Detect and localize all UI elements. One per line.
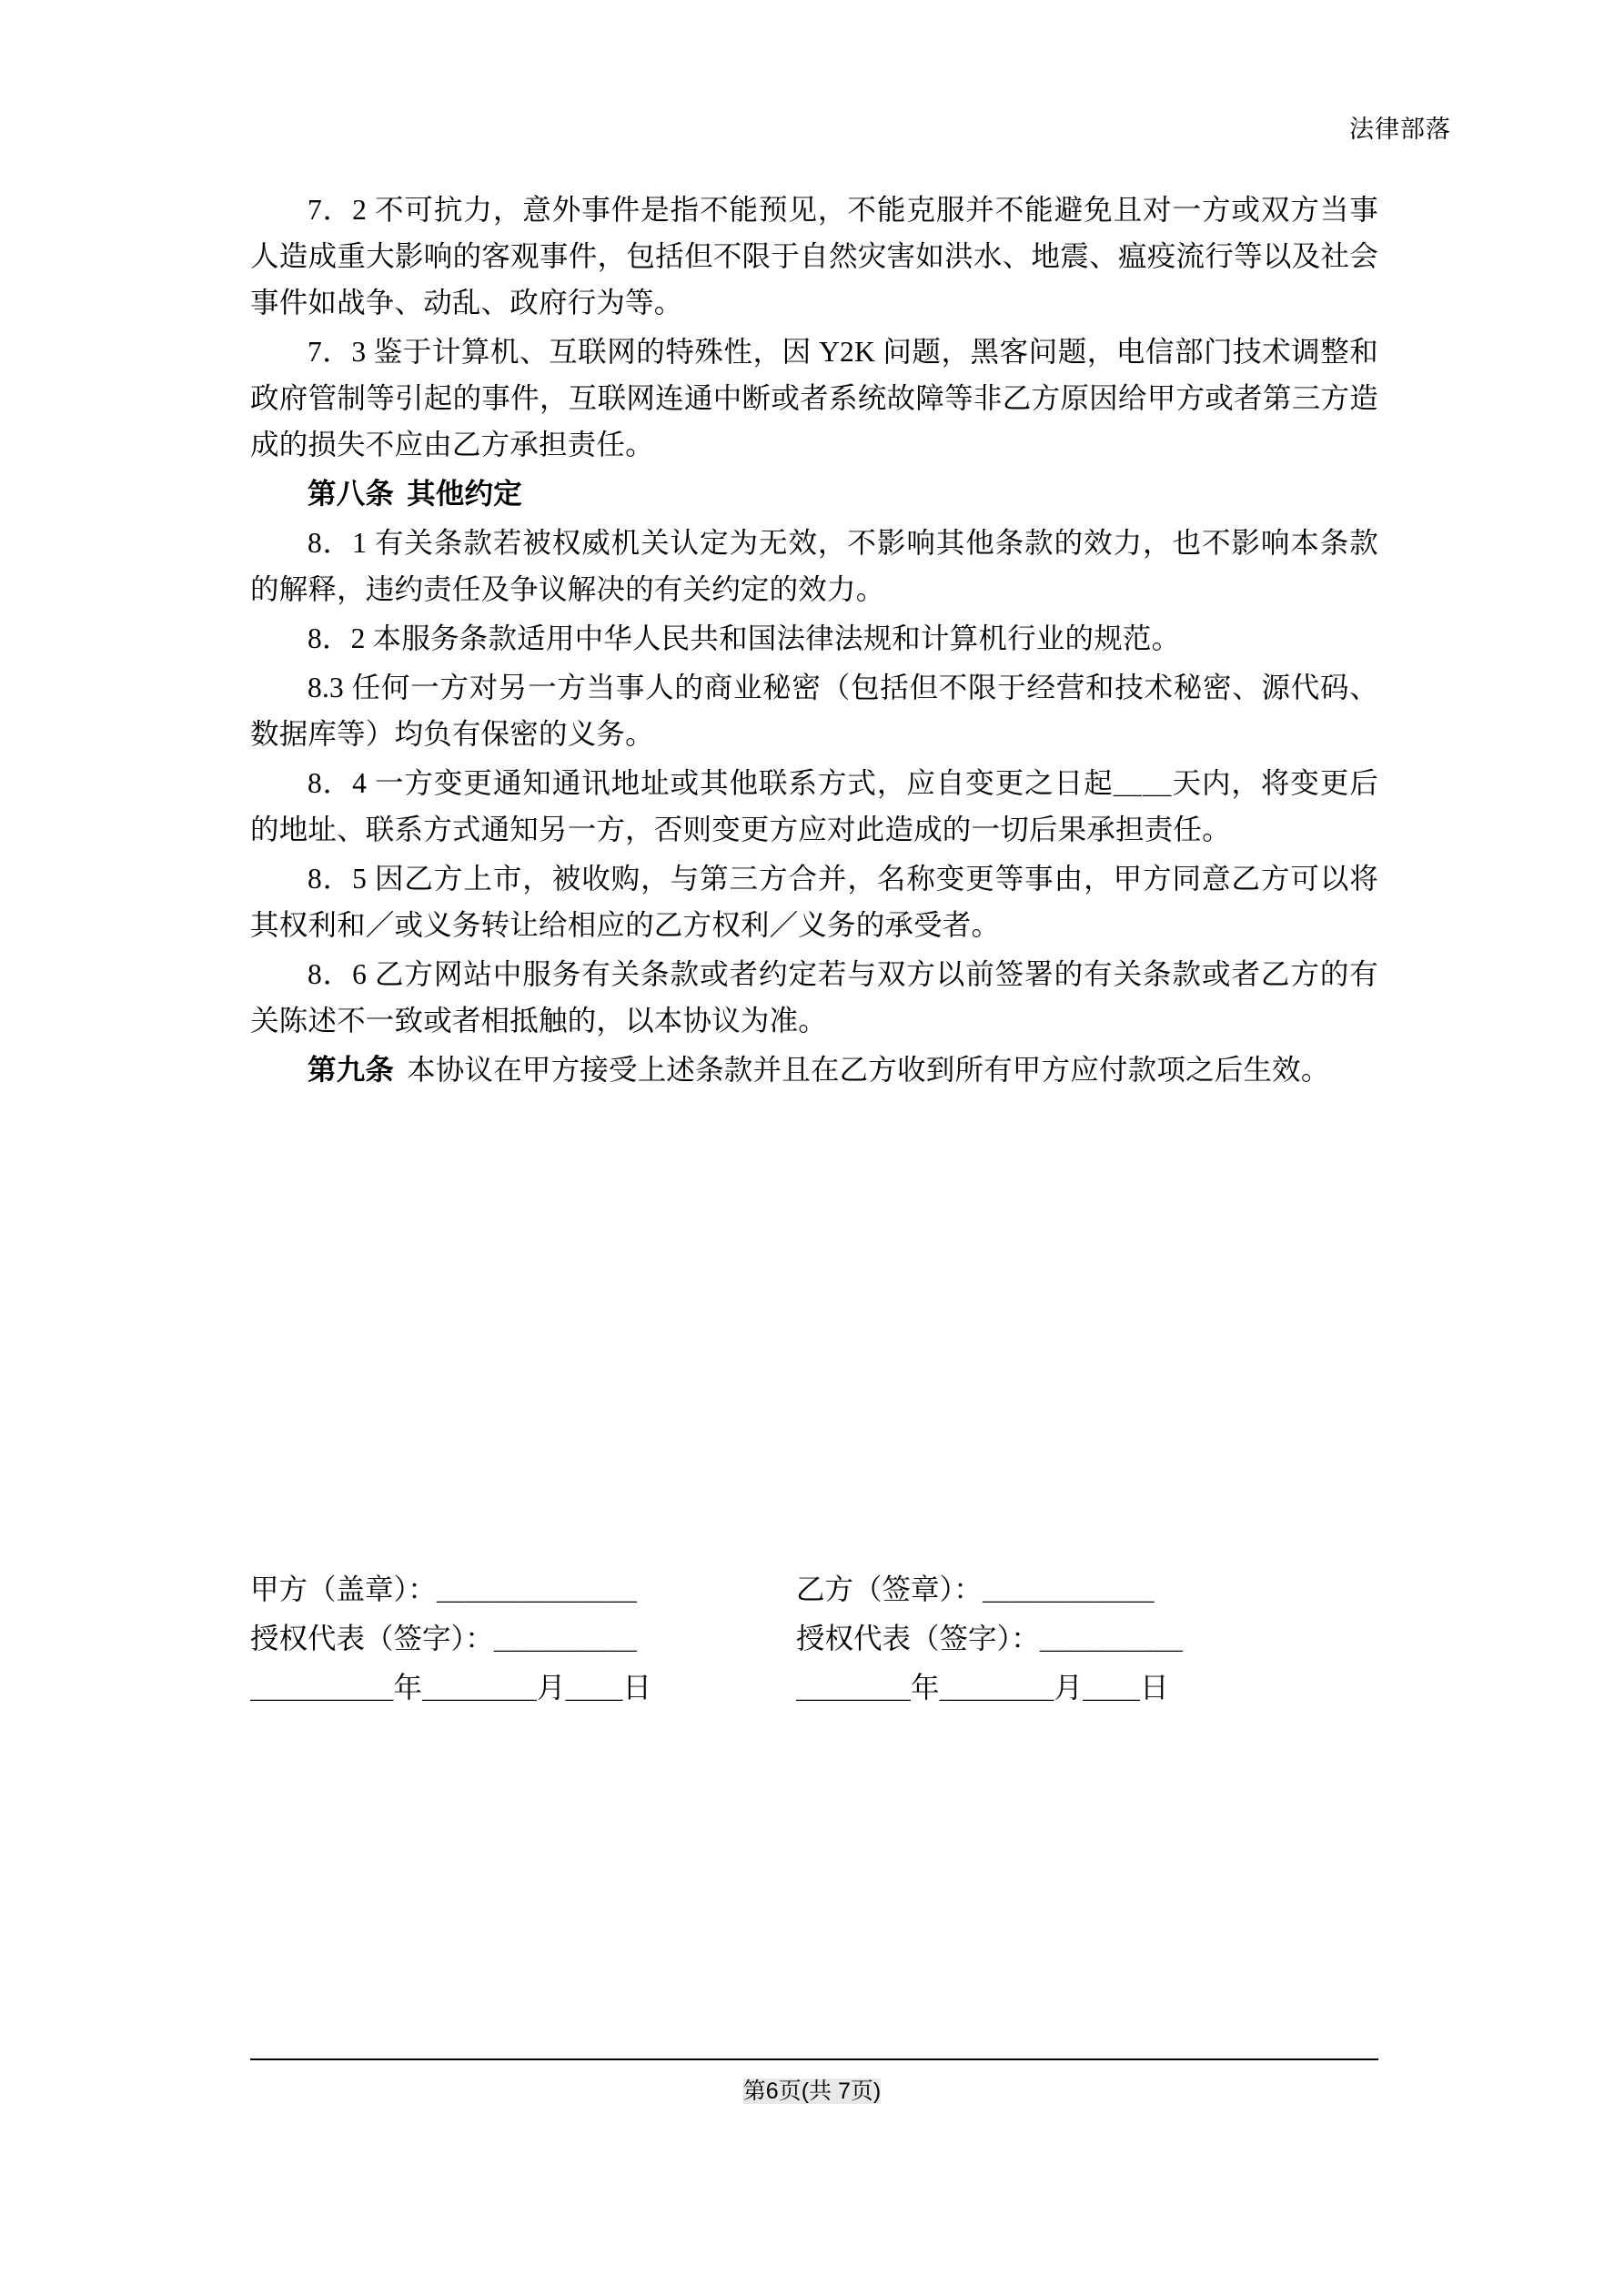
footer-divider xyxy=(250,2058,1378,2060)
document-body xyxy=(250,187,1378,1096)
paragraph-7-2: 7．2 不可抗力，意外事件是指不能预见，不能克服并不能避免且对一方或双方当事人造成重大影响的客观事件，包括但不限于自然灾害如洪水、地震、瘟疫流行等以及社会事件如战争、动乱、政府行为等。 xyxy=(250,194,1378,319)
section-8-number: 第八条 xyxy=(308,478,395,511)
section-heading-8 xyxy=(250,470,1378,517)
signature-row-representative xyxy=(250,1614,1378,1664)
party-a-representative-line: 授权代表（签字）：＿＿＿＿＿ xyxy=(250,1623,638,1655)
signature-row-seal xyxy=(250,1565,1378,1614)
paragraph-8-3: 8.3 任何一方对另一方当事人的商业秘密（包括但不限于经营和技术秘密、源代码、数据库等）均负有保密的义务。 xyxy=(250,672,1378,751)
paragraph-8-2: 8．2 本服务条款适用中华人民共和国法律法规和计算机行业的规范。 xyxy=(308,622,1181,655)
section-9-number: 第九条 xyxy=(308,1054,395,1087)
paragraph-7-3: 7．3 鉴于计算机、互联网的特殊性，因 Y2K 问题，黑客问题，电信部门技术调整和政府管制等引起的事件，互联网连通中断或者系统故障等非乙方原因给甲方或者第三方造成的损失不应由乙方承担责任。 xyxy=(250,336,1378,461)
paragraph-8-1: 8．1 有关条款若被权威机关认定为无效，不影响其他条款的效力，也不影响本条款的解释，违约责任及争议解决的有关约定的效力。 xyxy=(250,527,1378,606)
section-heading-9 xyxy=(250,1047,1378,1093)
paragraph-8-5: 8．5 因乙方上市，被收购，与第三方合并，名称变更等事由，甲方同意乙方可以将其权利和／或义务转让给相应的乙方权利／义务的承受者。 xyxy=(250,863,1378,942)
party-b-seal-line: 乙方（签章）：＿＿＿＿＿＿ xyxy=(796,1573,1155,1605)
page-number-label: 第6页(共 7页) xyxy=(742,2079,882,2104)
page-header-watermark: 法律部落 xyxy=(1349,116,1451,143)
section-8-title: 其他约定 xyxy=(407,478,522,511)
party-b-date-line: ＿＿＿＿年＿＿＿＿月＿＿日 xyxy=(796,1672,1169,1704)
signature-block xyxy=(250,1565,1378,1714)
party-a-date-line: ＿＿＿＿＿年＿＿＿＿月＿＿日 xyxy=(250,1672,652,1704)
party-a-seal-line: 甲方（盖章）：＿＿＿＿＿＿＿ xyxy=(250,1573,638,1605)
section-9-text: 本协议在甲方接受上述条款并且在乙方收到所有甲方应付款项之后生效。 xyxy=(407,1054,1330,1087)
paragraph-8-6: 8．6 乙方网站中服务有关条款或者约定若与双方以前签署的有关条款或者乙方的有关陈述不一致或者相抵触的，以本协议为准。 xyxy=(250,958,1378,1037)
page-footer xyxy=(0,2073,1624,2106)
party-b-representative-line: 授权代表（签字）：＿＿＿＿＿ xyxy=(796,1623,1184,1655)
signature-row-date xyxy=(250,1664,1378,1713)
paragraph-8-4: 8．4 一方变更通知通讯地址或其他联系方式，应自变更之日起＿＿天内，将变更后的地址、联系方式通知另一方，否则变更方应对此造成的一切后果承担责任。 xyxy=(250,767,1378,846)
